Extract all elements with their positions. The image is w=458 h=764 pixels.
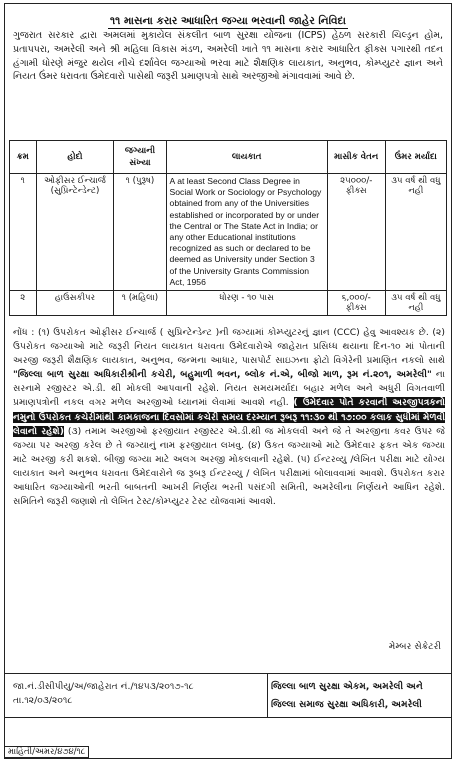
vacancy-table [9,140,447,316]
cell-no: ૧ [10,174,37,291]
publication-tag: માહિતી/અમર/૪૭૪/૧૮ [4,746,89,758]
col-header-salary: માસીક વેતન [327,141,385,174]
signatory-block [271,678,423,714]
bottom-divider [5,717,451,718]
cell-qualification: ધોરણ - ૧૦ પાસ [166,291,327,316]
notice-title: ૧૧ માસના કરાર આધારિત જગ્યા ભરવાની જાહેર નિવિદા [110,15,346,27]
col-header-count: જગ્યાની સંખ્યા [114,141,166,174]
signatory-line-2: જિલ્લા સમાજ સુરક્ષા અધિકારી, અમરેલી [271,699,422,710]
col-header-qualification: લાયકાત [166,141,327,174]
notes-part-2: ના સરનામે રજીસ્ટર એ.ડી. થી મોકલી આપવાની રહેશે. નિયત સમયમર્યાદા બહાર મળેલ અને અધુરી વિગતવાળી પ્રમાણપત્રોની નકલ વગર મળેલ અરજીઓ ધ્યાનમાં લેવામાં આવશે નહી. [13,369,445,409]
cell-salary: ૬,૦૦૦/- ફીક્સ [327,291,385,316]
office-address: "જિલ્લા બાળ સુરક્ષા અધિકારીશ્રીની કચેરી, બહુમાળી ભવન, બ્લોક નં.એ, બીજો માળ, રૂમ નં.૨૦૧, અમરેલી" [13,369,432,381]
reference-number: જા.નં.ડીસીપીયુ/અ/જાહેરાત નં./૧૪૫૩/૨૦૧૭-૧૮ [13,681,194,692]
cell-age: ૩૫ વર્ષ થી વધુ નહી [385,291,446,316]
col-header-age: ઉંમર મર્યાદા [385,141,446,174]
cell-qualification: A at least Second Class Degree in Social Work or Sociology or Psychology obtained from any of the Universities established or incorporated by or under the Central or The State Act in India; or any other Educational institutions recognized as such or declared to be deemed as University under Section 3 of the University Grants Commission Act, 1956 [166,174,327,291]
signatory-line-1: જિલ્લા બાળ સુરક્ષા એકમ, અમરેલી અને [271,681,423,692]
footer-vertical-divider [267,673,268,717]
cell-salary: ૨૫૦૦૦/- ફીક્સ [327,174,385,291]
cell-count: ૧ (મહિલા) [114,291,166,316]
footer-divider [5,673,451,674]
cell-post: હાઉસકીપર [36,291,114,316]
notes-part-3: (૩) તમામ અરજીઓ ફરજીયાત રજીસ્ટર એ.ડી.થી જ મોકલવી અને જે તે અરજીના કવર ઉપર જે જગ્યા પર અરજી કરેલ છે તે જગ્યાનું નામ ફરજીયાત લખવુ. (૪) ઉકત જગ્યાઓ માટે ઉમેદવાર ફકત એક જગ્યા માટે અરજી કરી શકશે. બીજી જગ્યા માટે અલગ અરજી મોકલવાની રહેશે. (૫) ઈન્ટરવ્યુ /લેખિત પરીક્ષા માટે યોગ્ય લાયકાત અને અનુભવ ધરાવતા ઉમેદવારોને જ રૂબરૂ ઈન્ટરવ્યુ / લેખિત પરીક્ષામાં બોલાવવામાં આવશે. ઉપરોકત કરાર આધારિત જગ્યાઓની ભરતી બાબતની આખરી નિર્ણય ભરતી પસંદગી સમિતી, અમરેલીના નિર્ણયને આધિન રહેશે. સમિતિને જરૂરી જણાશે તો લેખિત ટેસ્ટ/કોમ્પ્યુટર ટેસ્ટ યોજવામાં આવશે. [13,425,445,508]
col-header-post: હોદો [36,141,114,174]
col-header-no: ક્રમ [10,141,37,174]
application-form-note: ( ઉમેદવાર પોતે કરવાની અરજીપત્રકનો નમુનો ઉપરોકત કચેરીમાંથી કામકાજના દિવસોમાં કચેરી સમય દરમ્યાન રૂબરૂ ૧૧:૩૦ થી ૧૭:૦૦ કલાક સુધીમાં મેળવી લેવાનો રહેશે) [13,397,445,437]
notes-part-1: નોંધ : (૧) ઉપરોકત ઓફીસર ઈન્ચાર્જ ( સુપ્રિન્ટેન્ડેન્ટ )ની જગ્યામાં કોમ્પ્યુટરનું જ્ઞાન (CCC) હેવુ આવશ્યક છે. (૨) ઉપરોકત જગ્યાઓ માટે જરૂરી નિયત લાયકાત ધરાવતા ઉમેદવારોએ જાહેરાત પ્રસિધ્ધ થયાના દિન-૧૦ માં પોતાની અરજી જરૂરી શૈક્ષણિક લાયકાત, અનુભવ, જન્મના આધાર, પાસપોર્ટ સાઇઝના ફોટો વિગેરેની પ્રમાણિત નકલો સાથે [13,327,445,367]
cell-post: ઓફીસર ઈન્ચાર્જ (સુપ્રિન્ટેન્ડેન્ટ) [36,174,114,291]
reference-date: તા.૧૨/૦૩/૨૦૧૮ [13,695,73,706]
signer-title: મેમ્બર સેક્રેટરી [388,641,441,652]
notes-section [13,326,445,509]
intro-paragraph: ગુજરાત સરકાર દ્વારા અમલમાં મુકાયેલ સંકલીત બાળ સુરક્ષા યોજના (ICPS) હેઠળ સરકારી ચિલ્ડ્રન હોમ, પ્રતાપપરા, અમરેલી અને શ્રી મહિલા વિકાસ મંડળ, અમરેલી ખાતે ૧૧ માસના કરાર આધારિત ફીક્સ પગારથી તદન હંગામી ધોરણે મંજુર થયેલ નીચે દર્શાવેલ જગ્યાઓ ભરવા માટે શૈક્ષણિક લાયકાત, અનુભવ, કોમ્પ્યુટર જ્ઞાન અને નિયત ઉંમર ધરાવતા ઉમેદવારો પાસેથી જરૂરી પ્રમાણપત્રો સાથે અરજીઓ મંગાવવામાં આવે છે. [13,30,443,83]
cell-count: ૧ (પુરૂષ) [114,174,166,291]
table-row [10,174,447,291]
table-row [10,291,447,316]
title-wrap [5,9,451,27]
notice-page [4,3,452,759]
reference-block [13,680,194,708]
cell-no: ૨ [10,291,37,316]
table-header-row [10,141,447,174]
cell-age: ૩૫ વર્ષ થી વધુ નહી [385,174,446,291]
